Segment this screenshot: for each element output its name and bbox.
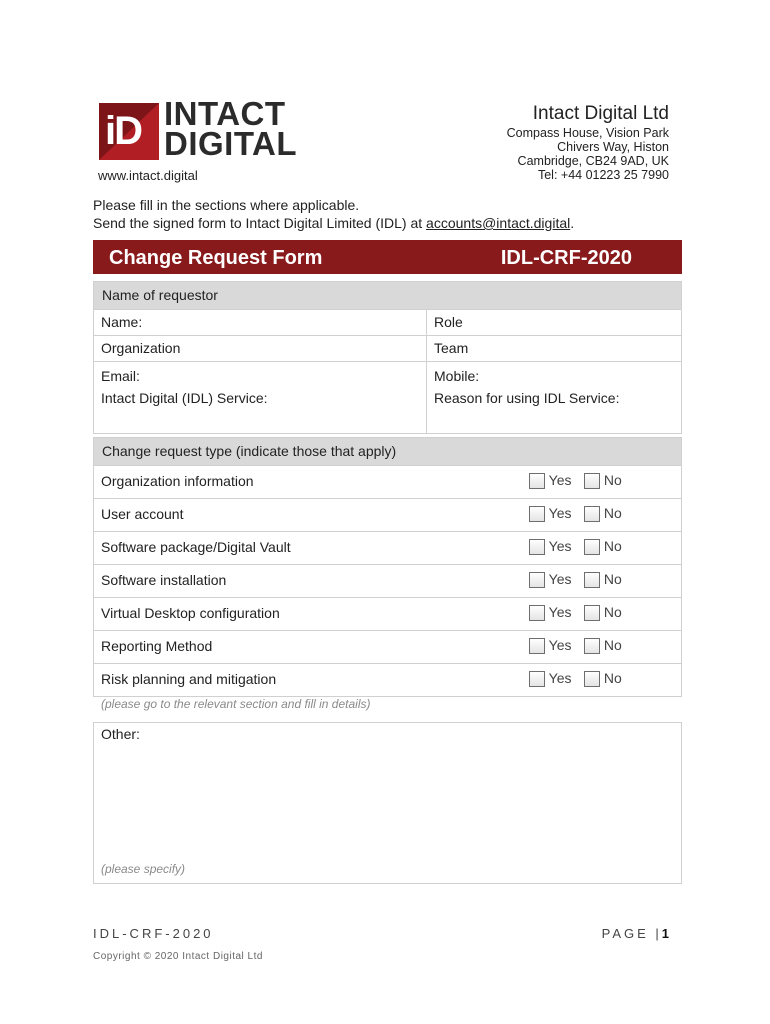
yes-label: Yes [548,637,572,653]
no-label: No [603,637,622,653]
yes-checkbox[interactable] [529,605,545,621]
organization-field[interactable]: Organization [101,340,181,356]
change-type-row [94,663,681,696]
address-line: Compass House, Vision Park [506,126,669,140]
intro-line2-prefix: Send the signed form to Intact Digital Limited (IDL) at [93,215,427,231]
yes-label: Yes [548,505,572,521]
change-type-row [94,498,681,531]
yes-option [529,637,571,654]
change-note: (please go to the relevant section and fill in details) [101,697,371,711]
role-field[interactable]: Role [434,314,463,330]
no-label: No [603,604,622,620]
service-field[interactable]: Intact Digital (IDL) Service: [101,390,268,406]
change-type-label: Reporting Method [101,638,213,654]
address-line: Chivers Way, Histon [557,140,669,154]
no-option [584,538,622,555]
intro-text [93,196,574,232]
no-checkbox[interactable] [584,671,600,687]
no-option [584,472,622,489]
requestor-header: Name of requestor [94,282,681,309]
logo-mark [99,103,159,160]
no-option [584,637,622,654]
intro-line1: Please fill in the sections where applicable. [93,197,360,213]
yes-option [529,604,571,621]
requestor-table [93,281,682,434]
yes-option [529,472,571,489]
yes-option [529,538,571,555]
no-label: No [603,538,622,554]
no-checkbox[interactable] [584,539,600,555]
yes-label: Yes [548,670,572,686]
logo-line1: INTACT [164,95,286,132]
yes-checkbox[interactable] [529,572,545,588]
other-hint: (please specify) [101,862,186,876]
change-type-table [93,437,682,697]
mobile-field[interactable]: Mobile: [434,368,480,384]
no-label: No [603,472,622,488]
no-label: No [603,670,622,686]
yes-label: Yes [548,472,572,488]
page-number: 1 [661,926,669,941]
email-link[interactable]: accounts@intact.digital [426,215,571,231]
no-checkbox[interactable] [584,572,600,588]
logo-wordmark [164,95,298,162]
yes-option [529,670,571,687]
company-address [507,126,669,182]
address-line: Cambridge, CB24 9AD, UK [517,154,669,168]
no-label: No [603,571,622,587]
other-label: Other: [101,726,140,742]
no-option [584,505,622,522]
footer-page [602,926,669,941]
no-option [584,571,622,588]
change-type-label: Organization information [101,473,254,489]
change-type-label: Risk planning and mitigation [101,671,277,687]
no-option [584,604,622,621]
no-checkbox[interactable] [584,506,600,522]
change-type-row [94,465,681,498]
website-text: www.intact.digital [98,168,198,183]
intro-line2 [93,214,574,232]
no-option [584,670,622,687]
other-box[interactable] [93,722,682,884]
change-type-label: Software installation [101,572,227,588]
change-type-row [94,597,681,630]
requestor-row-name [94,309,681,335]
footer-code: IDL-CRF-2020 [93,926,214,941]
team-field[interactable]: Team [434,340,469,356]
page-label: PAGE | [601,926,662,941]
requestor-row-contact [94,361,681,433]
change-type-row [94,630,681,663]
yes-option [529,505,571,522]
intro-line2-suffix: . [570,215,575,231]
change-type-header: Change request type (indicate those that apply) [94,438,681,465]
change-type-label: Virtual Desktop configuration [101,605,280,621]
copyright: Copyright © 2020 Intact Digital Ltd [93,951,263,962]
change-type-label: User account [101,506,184,522]
yes-checkbox[interactable] [529,638,545,654]
requestor-row-org [94,335,681,361]
change-type-row [94,564,681,597]
address-line: Tel: +44 01223 25 7990 [537,168,669,182]
yes-label: Yes [548,538,572,554]
no-label: No [603,505,622,521]
change-type-row [94,531,681,564]
yes-checkbox[interactable] [529,671,545,687]
reason-field[interactable]: Reason for using IDL Service: [434,390,620,406]
no-checkbox[interactable] [584,638,600,654]
yes-option [529,571,571,588]
change-type-label: Software package/Digital Vault [101,539,291,555]
yes-checkbox[interactable] [529,539,545,555]
logo-mark-letters: iD [105,109,141,153]
yes-checkbox[interactable] [529,473,545,489]
no-checkbox[interactable] [584,473,600,489]
yes-label: Yes [548,604,572,620]
yes-label: Yes [548,571,572,587]
form-title: Change Request Form [109,247,323,269]
yes-checkbox[interactable] [529,506,545,522]
no-checkbox[interactable] [584,605,600,621]
name-field[interactable]: Name: [101,314,143,330]
company-name: Intact Digital Ltd [532,103,669,124]
email-field[interactable]: Email: [101,368,140,384]
form-title-banner [93,240,682,274]
logo-line2: DIGITAL [164,125,298,162]
form-code: IDL-CRF-2020 [500,247,632,269]
